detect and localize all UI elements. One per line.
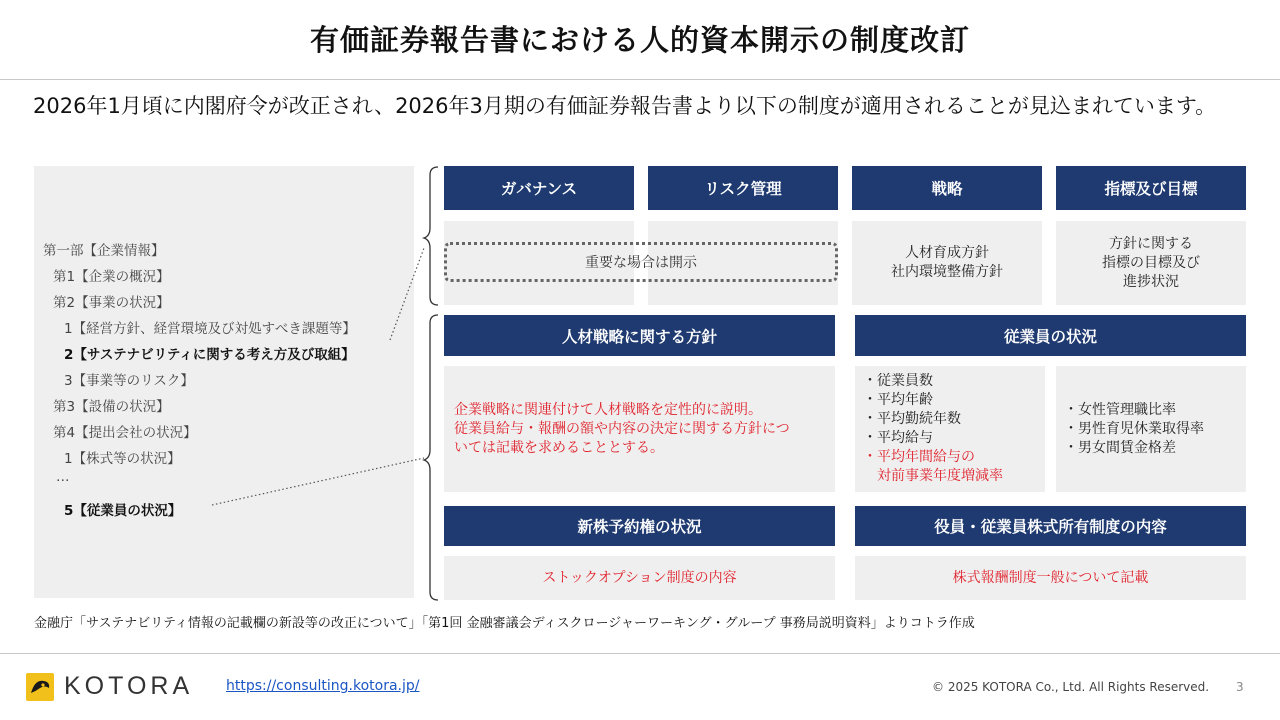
stock-ownership-content: 株式報酬制度一般について記載 [855,556,1246,600]
metrics-box [1056,221,1246,305]
hr-policy-line: 企業戦略に関連付けて人材戦略を定性的に説明。 [454,401,762,418]
hr-policy-line: いては記載を求めることとする。 [454,439,664,456]
toc-item: 第1【企業の概況】 [53,269,170,285]
employee-metric: ・平均給与 [863,430,933,446]
header-metrics: 指標及び目標 [1056,166,1246,210]
employees-connector [212,458,424,505]
page-number: 3 [1236,680,1244,694]
header-stock-ownership: 役員・従業員株式所有制度の内容 [855,506,1246,546]
employee-metric: ・従業員数 [863,373,933,389]
kotora-logo-text: KOTORA [64,672,194,700]
metrics-line: 方針に関する [1109,235,1193,252]
toc-item-sustainability: 2【サステナビリティに関する考え方及び取組】 [64,347,355,363]
employees-brace [424,315,438,600]
disclose-when-important: 重要な場合は開示 [444,242,838,282]
intro-text: 2026年1月頃に内閣府令が改正され、2026年3月期の有価証券報告書より以下の制度が適用されることが見込まれています。 [33,94,1217,118]
toc-item: 第3【設備の状況】 [53,399,170,415]
employee-metric: ・平均勤続年数 [863,411,961,427]
sustainability-brace [424,167,438,305]
toc-item: 第2【事業の状況】 [53,295,170,311]
toc-item: 第4【提出会社の状況】 [53,425,197,441]
toc-item: 第一部【企業情報】 [43,243,165,259]
toc-item-employees: 5【従業員の状況】 [64,503,182,519]
header-governance: ガバナンス [444,166,634,210]
header-risk-management: リスク管理 [648,166,838,210]
sustainability-connector [390,248,424,340]
hr-policy-box [444,366,835,492]
header-employees: 従業員の状況 [855,315,1246,356]
toc-ellipsis: … [56,469,70,485]
toc-item: 1【経営方針、経営環境及び対処すべき課題等】 [64,321,356,337]
kotora-logo-icon [26,673,54,701]
website-link[interactable]: https://consulting.kotora.jp/ [226,678,420,694]
metrics-line: 指標の目標及び [1102,254,1200,271]
employee-metric: ・男女間賃金格差 [1064,439,1176,456]
toc-item: 3【事業等のリスク】 [64,373,194,389]
footer-divider [0,653,1280,654]
copyright: © 2025 KOTORA Co., Ltd. All Rights Reserved. [932,680,1210,694]
employee-metric: ・男性育児休業取得率 [1064,420,1204,437]
page-title: 有価証券報告書における人的資本開示の制度改訂 [309,23,970,57]
source-note: 金融庁「サステナビリティ情報の記載欄の新設等の改正について」「第1回 金融審議会ディスクロージャーワーキング・グループ 事務局説明資料」よりコトラ作成 [34,616,975,631]
toc-item: 1【株式等の状況】 [64,451,181,467]
employee-metric: ・平均年齢 [863,392,933,408]
header-strategy: 戦略 [852,166,1042,210]
employees-metrics-right [1056,366,1246,492]
employee-metric-new: ・平均年間給与の [863,449,975,465]
strategy-line: 社内環境整備方針 [891,264,1003,280]
employees-metrics-left [855,366,1045,492]
stock-options-content: ストックオプション制度の内容 [444,556,835,600]
header-hr-policy: 人材戦略に関する方針 [444,315,835,356]
metrics-line: 進捗状況 [1123,273,1179,290]
strategy-box [852,221,1042,305]
hr-policy-line: 従業員給与・報酬の額や内容の決定に関する方針につ [454,420,790,437]
header-stock-options: 新株予約権の状況 [444,506,835,546]
employee-metric-new: 対前事業年度増減率 [863,468,1003,484]
strategy-line: 人材育成方針 [905,245,989,261]
employee-metric: ・女性管理職比率 [1064,401,1176,418]
